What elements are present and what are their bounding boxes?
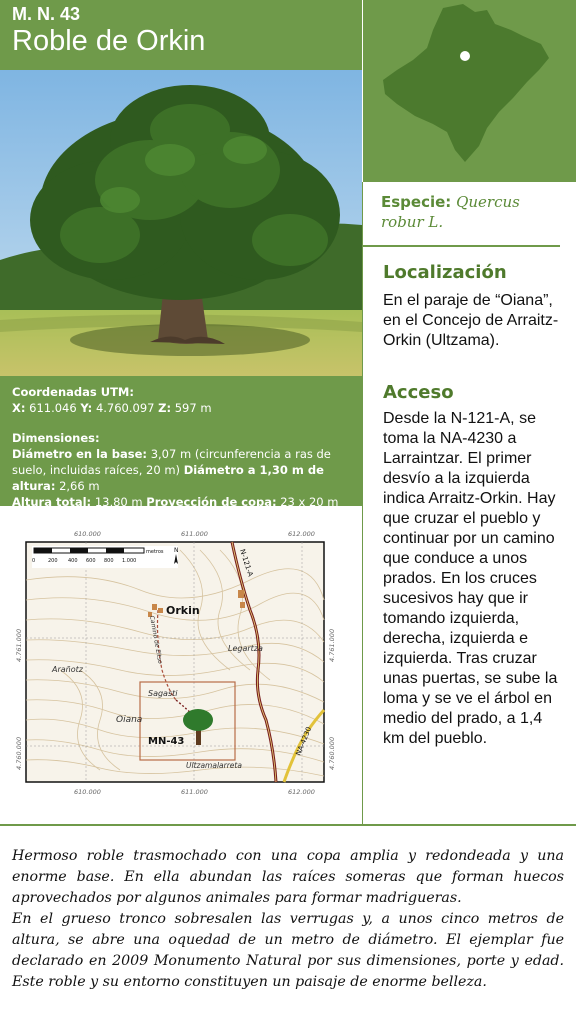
place-orkin: Orkin — [166, 604, 200, 617]
top-tick-611: 611.000 — [181, 530, 208, 538]
localizacion-text: En el paraje de “Oiana”, en el Concejo de Arraitz-Orkin (Ultzama). — [383, 292, 559, 349]
column-divider — [362, 182, 363, 824]
x-label: X: — [12, 401, 26, 415]
y-label: Y: — [80, 401, 93, 415]
place-sagasti: Sagasti — [148, 689, 178, 698]
tree-code-label: MN-43 — [148, 736, 185, 747]
scale-label-0: 0 — [32, 558, 36, 564]
navarra-silhouette — [383, 4, 549, 162]
place-aranotz: Arañotz — [52, 665, 83, 674]
y-value: 4.760.097 — [95, 401, 155, 415]
description — [12, 846, 564, 993]
species-label: Especie: — [381, 193, 452, 211]
camino-label: Camino de Eltso — [148, 615, 164, 665]
left-tick-4761: 4.761.000 — [15, 628, 23, 662]
z-value: 597 m — [174, 401, 212, 415]
road-n121-label: N-121-A — [238, 548, 255, 578]
locator-map — [363, 0, 576, 182]
divider — [363, 245, 560, 247]
species-block — [381, 192, 566, 232]
monument-code: M. N. 43 — [12, 4, 81, 24]
d130-label: Diámetro a 1,30 m de altura: — [12, 463, 324, 493]
top-tick-610: 610.000 — [74, 530, 101, 538]
localizacion-heading: Localización — [383, 262, 507, 283]
x-value: 611.046 — [29, 401, 77, 415]
acceso-text: Desde la N-121-A, se toma la NA-4230 a Larraintzar. El primer desvío a la izquierda indica Arraitz-Orkin. Hay que cruzar el pueblo y continuar por un camino que conduce a unos prados. En los cruces sucesivos hay que ir tomando izquierda, derecha, izquierda e izquierda. Tras cruzar unas puertas, se sube la loma y se ve el árbol en medio del prado, a 1,4 km del pueblo. — [383, 410, 558, 747]
species-genus: Quercus — [456, 193, 520, 211]
d130-value: 2,66 m — [59, 479, 100, 493]
z-label: Z: — [158, 401, 172, 415]
road-na4230-label: NA-4230 — [294, 725, 314, 757]
scale-unit: metros — [146, 549, 164, 555]
proj-value: 23 x 20 m — [280, 495, 339, 509]
location-dot — [460, 51, 470, 61]
place-ultzamalarreta: Ultzamalarreta — [186, 761, 242, 770]
scale-label-1000: 1.000 — [122, 558, 137, 564]
description-paragraph-1: Hermoso roble trasmochado con una copa amplia y redondeada y una enorme base. En ella abundan las raíces someras que forman huecos aprovechados por algunos animales para formar madrigueras. — [12, 848, 564, 906]
bottom-tick-610: 610.000 — [74, 788, 101, 796]
page-title: Roble de Orkin — [12, 25, 206, 57]
scale-label-400: 400 — [68, 558, 78, 564]
divider — [0, 824, 576, 826]
left-tick-4760: 4.760.000 — [15, 736, 23, 770]
height-label: Altura total: — [12, 495, 92, 509]
scale-label-600: 600 — [86, 558, 96, 564]
north-label: N — [174, 547, 179, 554]
base-label: Diámetro en la base: — [12, 447, 148, 461]
place-legartza: Legartza — [228, 644, 263, 653]
topo-map — [0, 520, 362, 810]
description-paragraph-2: En el grueso tronco sobresalen las verrugas y, a unos cinco metros de altura, se abre una oquedad de un metro de diámetro. El ejemplar fue declarado en 2009 Monumento Natural por sus dimensiones, porte y edad. Este roble y su entorno constituyen un paisaje de enorme belleza. — [12, 911, 564, 990]
right-tick-4761: 4.761.000 — [328, 628, 336, 662]
top-tick-612: 612.000 — [288, 530, 315, 538]
bottom-tick-612: 612.000 — [288, 788, 315, 796]
scale-label-200: 200 — [48, 558, 58, 564]
oak-photo — [0, 70, 362, 376]
base-value: 3,07 m (circunferencia a ras de suelo, incluidas raíces, 20 m) — [12, 447, 331, 477]
coords-label: Coordenadas UTM: — [12, 385, 134, 399]
proj-label: Proyección de copa: — [146, 495, 277, 509]
right-tick-4760: 4.760.000 — [328, 736, 336, 770]
scale-label-800: 800 — [104, 558, 114, 564]
species-author: robur L. — [381, 213, 444, 231]
bottom-tick-611: 611.000 — [181, 788, 208, 796]
place-oiana: Oiana — [116, 715, 143, 725]
acceso-heading: Acceso — [383, 382, 454, 403]
data-panel — [0, 376, 362, 509]
height-value: 13,80 m — [94, 495, 143, 509]
header-banner — [0, 0, 362, 70]
dims-label: Dimensiones: — [12, 431, 100, 445]
